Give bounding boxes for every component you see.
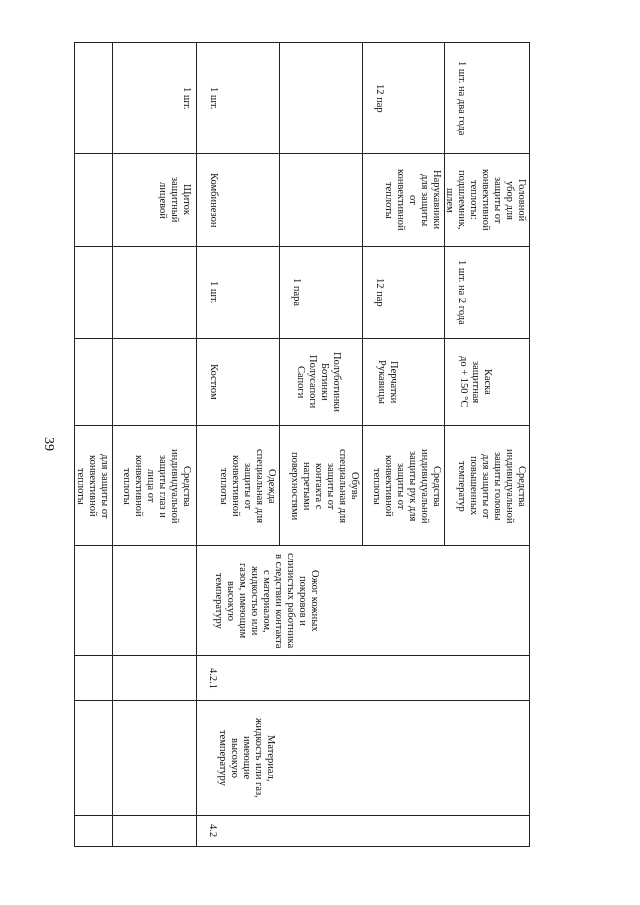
addl-norm-cont-2: 1 шт. (181, 86, 192, 110)
ppe-model-footwear: Полуботинки Ботинки Полусапоги Сапоги (295, 351, 342, 413)
ppe-name-footwear: Обувь специальная для защиты от контакта с нагретыми поверхностями (289, 448, 360, 524)
ppe-model-gloves: Перчатки Рукавицы (376, 360, 399, 404)
ppe-name-cont-2: Средства индивидуальной защиты глаз и лица от конвективной теплоты (121, 448, 192, 524)
ppe-norm-head: 1 шт. на 2 года (456, 260, 467, 325)
row-id: 4.2 (207, 824, 218, 838)
ppe-name-clothing: Одежда специальная для защиты от конвективной теплоты (218, 448, 277, 524)
ppe-norm-gloves: 12 пар (374, 278, 385, 307)
addl-name-gloves: Нарукавники для защиты от конвективной теплоты (383, 169, 442, 231)
hazard-code: 4.2.1 (207, 667, 218, 689)
ppe-model-head: Каска защитная до + 150 °С (458, 356, 493, 408)
addl-norm-head: 1 шт. на два года (456, 60, 467, 136)
danger-description: Ожог кожных покровов и слизистых работника в следствии контакта с материалом, жидкостью или газом, имеющим высокую температуру (213, 553, 320, 649)
ppe-norm-footwear: 1 пара (291, 278, 302, 307)
hazard-factor: Материал, жидкость или газ, имеющие высокую температуру (217, 718, 276, 798)
ppe-name-gloves: Средства индивидуальной защиты рук для защиты от конвективной теплоты (371, 448, 442, 524)
addl-name-head: Головной убор для защиты от конвективной теплоты: подшлемник, шлем (444, 169, 527, 231)
addl-norm-gloves: 12 пар (374, 83, 385, 113)
addl-name-clothing: Комбинезон (208, 172, 219, 228)
ppe-name-cont-1: для защиты от конвективной теплоты (75, 453, 110, 519)
ppe-name-head: Средства индивидуальной защиты головы для защиты от повышенных температур (456, 448, 527, 524)
page-number: 39 (41, 437, 56, 451)
addl-norm-clothing: 1 шт. (208, 86, 219, 110)
ppe-norm-clothing: 1 шт. (208, 281, 219, 304)
addl-name-cont-2: Щиток защитный лицевой (157, 177, 192, 223)
ppe-model-clothing: Костюм (208, 364, 219, 400)
